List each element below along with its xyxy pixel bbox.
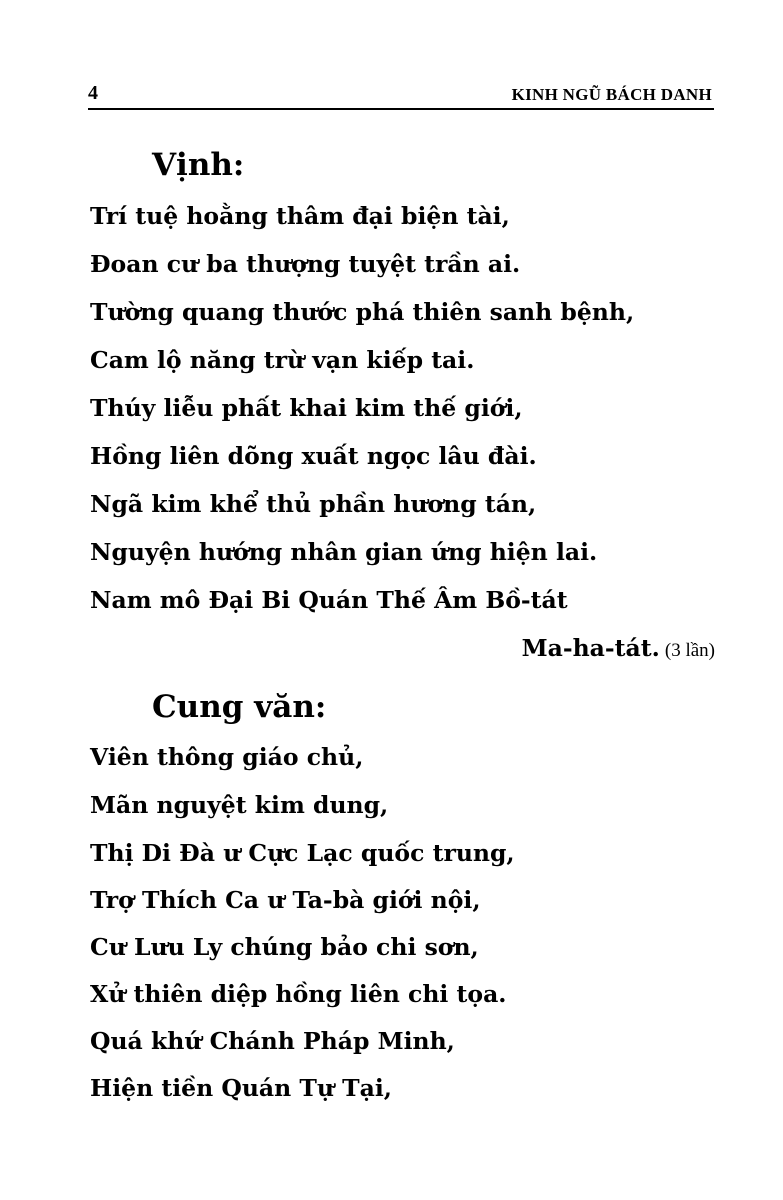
section-heading-cung-van: Cung văn: xyxy=(152,689,327,725)
verse-line: Hiện tiền Quán Tự Tại, xyxy=(90,1074,392,1102)
verse-line: Nam mô Đại Bi Quán Thế Âm Bồ-tát xyxy=(90,586,568,614)
verse-line: Hồng liên dõng xuất ngọc lâu đài. xyxy=(90,442,537,470)
verse-line: Đoan cư ba thượng tuyệt trần ai. xyxy=(90,250,521,278)
verse-line: Xử thiên diệp hồng liên chi tọa. xyxy=(90,980,507,1008)
verse-line: Trí tuệ hoằng thâm đại biện tài, xyxy=(90,202,510,230)
running-title: KINH NGŨ BÁCH DANH xyxy=(511,85,712,104)
verse-line: Cam lộ năng trừ vạn kiếp tai. xyxy=(90,346,475,374)
closing-bold-text: Ma-ha-tát. xyxy=(521,634,660,662)
verse-line: Viên thông giáo chủ, xyxy=(90,743,364,771)
verse-line: Quá khứ Chánh Pháp Minh, xyxy=(90,1027,455,1055)
repeat-note: (3 lần) xyxy=(664,640,715,661)
section-heading-vinh: Vịnh: xyxy=(152,147,245,183)
closing-line xyxy=(522,633,715,666)
verse-line: Mãn nguyệt kim dung, xyxy=(90,791,389,819)
verse-line: Nguyện hướng nhân gian ứng hiện lai. xyxy=(90,538,598,566)
verse-line: Ngã kim khể thủ phần hương tán, xyxy=(90,490,537,518)
page-number: 4 xyxy=(88,82,98,104)
verse-line: Trợ Thích Ca ư Ta-bà giới nội, xyxy=(90,886,481,914)
page-header xyxy=(88,82,714,110)
verse-line: Thúy liễu phất khai kim thế giới, xyxy=(90,394,523,422)
verse-line: Cư Lưu Ly chúng bảo chi sơn, xyxy=(90,933,479,961)
verse-line: Thị Di Đà ư Cực Lạc quốc trung, xyxy=(90,839,515,867)
verse-line: Tường quang thước phá thiên sanh bệnh, xyxy=(90,298,635,326)
